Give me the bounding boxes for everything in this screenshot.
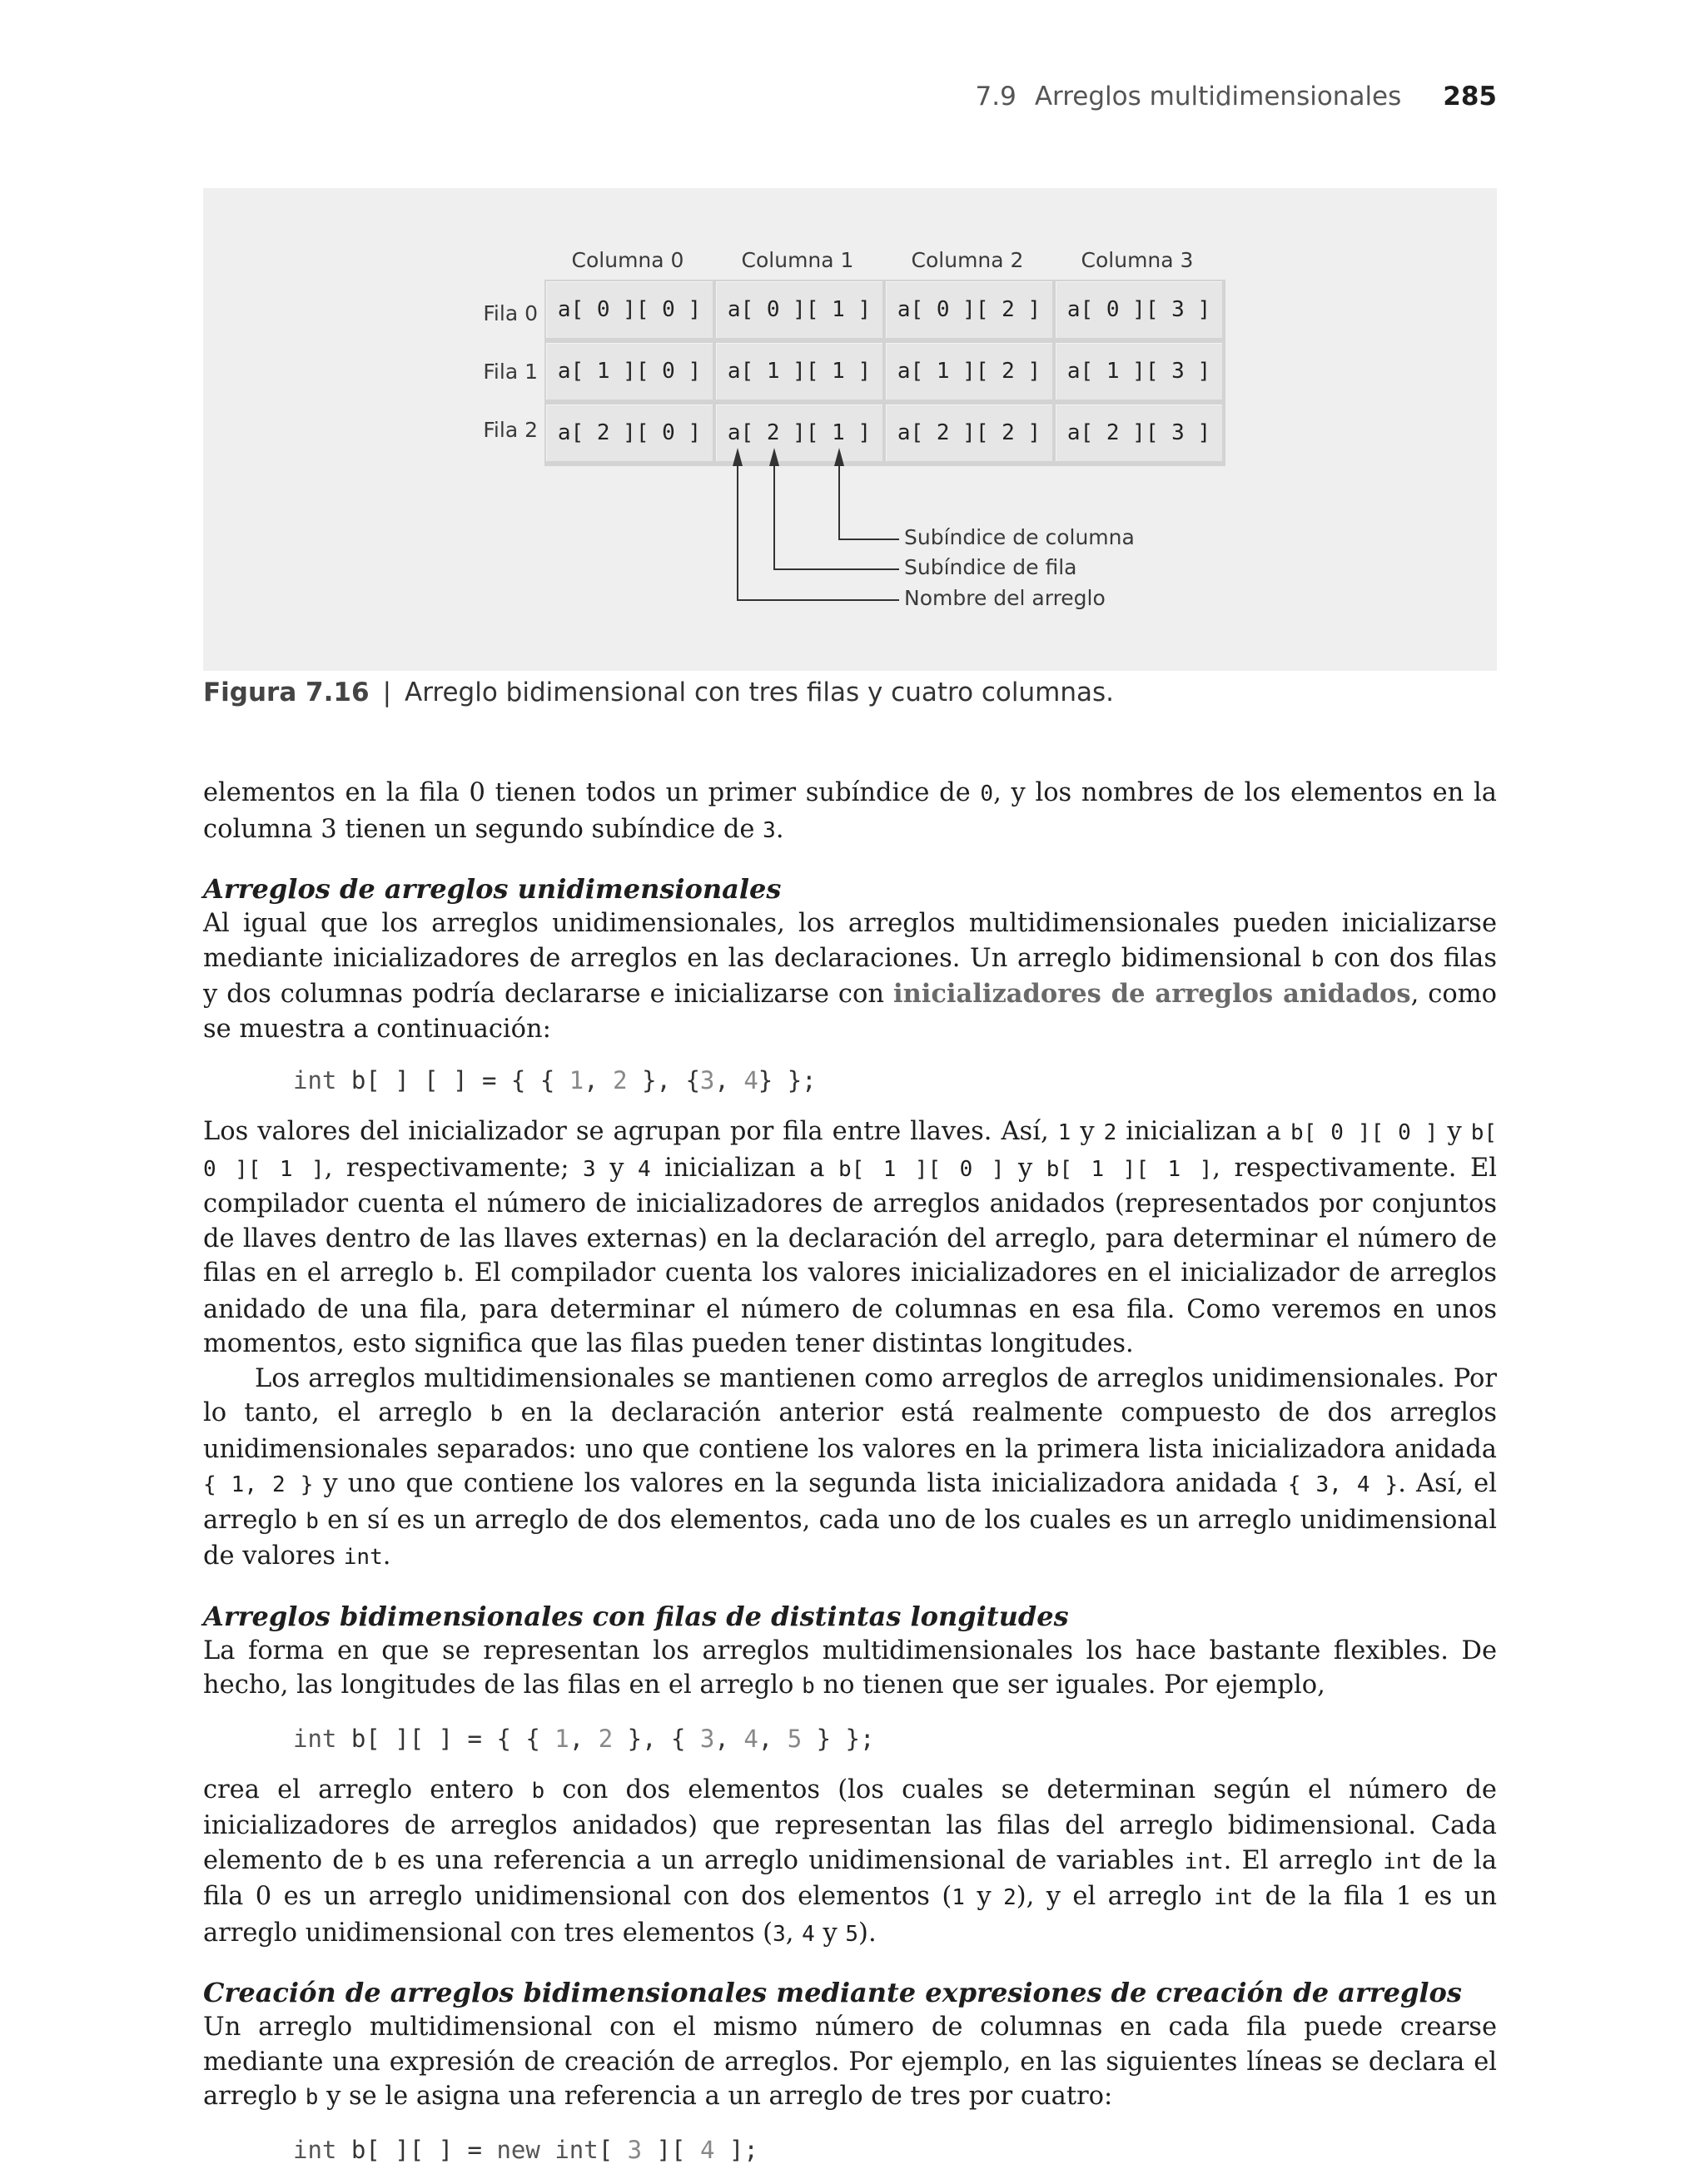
paragraph: La forma en que se representan los arreglos multidimensionales los hace bastante flexibles. De hecho, las longitudes de las filas en el arreglo b no tienen que ser iguales. Por ejemplo,	[203, 1636, 1497, 1700]
running-head	[976, 82, 1497, 112]
caption-separator: |	[382, 678, 392, 707]
paragraph: Los arreglos multidimensionales se mantienen como arreglos de arreglos unidimensionales. Por lo tanto, el arreglo b en la declaración anterior está realmente compuesto de dos arreglos unidimensionales separados: uno que contiene los valores en la primera lista inicializadora anidada { 1, 2 } y uno que contiene los valores en la segunda lista inicializadora anidada { 3, 4 }. Así, el arreglo b en sí es un arreglo de dos elementos, cada uno de los cuales es un arreglo unidimensional de valores int.	[203, 1363, 1498, 1571]
array-cell: a[ 0 ][ 3 ]	[1056, 281, 1222, 338]
array-cell: a[ 0 ][ 2 ]	[886, 281, 1052, 338]
row-label-0: Fila 0	[483, 301, 538, 325]
figure-label: Figura 7.16	[203, 678, 370, 707]
array-cell: a[ 2 ][ 2 ]	[886, 405, 1052, 461]
page-body	[203, 776, 1497, 2184]
callout-column-index: Subíndice de columna	[904, 525, 1135, 549]
array-cell: a[ 2 ][ 1 ]	[716, 405, 882, 461]
column-header-0: Columna 0	[571, 248, 684, 272]
callout-array-name: Nombre del arreglo	[904, 586, 1106, 610]
array-cell: a[ 2 ][ 3 ]	[1056, 405, 1222, 461]
paragraph: elementos en la fila 0 tienen todos un primer subíndice de 0, y los nombres de los elementos en la columna 3 tienen un segundo subíndice de 3.	[203, 778, 1497, 844]
key-term: inicializadores de arreglos anidados	[893, 979, 1411, 1009]
paragraph: crea el arreglo entero b con dos elementos (los cuales se determinan según el número de inicializadores de arreglos anidados) que representan las filas del arreglo bidimensional. Cada elemento de b es una referencia a un arreglo unidimensional de variables int. El arreglo int de la fila 0 es un arreglo unidimensional con dos elementos (1 y 2), y el arreglo int de la fila 1 es un arreglo unidimensional con tres elementos (3, 4 y 5).	[203, 1774, 1497, 1948]
array-cell: a[ 0 ][ 1 ]	[716, 281, 882, 338]
section-heading: Arreglos bidimensionales con filas de distintas longitudes	[203, 1600, 1069, 1632]
page-number: 285	[1443, 82, 1497, 112]
column-header-1: Columna 1	[741, 248, 854, 272]
row-label-2: Fila 2	[483, 418, 538, 442]
section-title: Arreglos multidimensionales	[1034, 82, 1402, 112]
row-label-1: Fila 1	[483, 360, 538, 384]
array-grid	[544, 280, 1225, 466]
array-cell: a[ 1 ][ 3 ]	[1056, 343, 1222, 400]
paragraph: Al igual que los arreglos unidimensionales, los arreglos multidimensionales pueden inicializarse mediante inicializadores de arreglos en las declaraciones. Un arreglo bidimensional b con dos filas y dos columnas podría declararse e inicializarse con inicializadores de arreglos anidados, como se muestra a continuación:	[203, 909, 1497, 1044]
paragraph: Un arreglo multidimensional con el mismo número de columnas en cada fila puede crearse mediante una expresión de creación de arreglos. Por ejemplo, en las siguientes líneas se declara el arreglo b y se le asigna una referencia a un arreglo de tres por cuatro:	[203, 2013, 1497, 2111]
section-number: 7.9	[975, 82, 1017, 112]
array-cell: a[ 0 ][ 0 ]	[546, 281, 713, 338]
caption-text: Arreglo bidimensional con tres filas y cuatro columnas.	[405, 678, 1115, 707]
callout-row-index: Subíndice de fila	[904, 555, 1077, 579]
column-header-2: Columna 2	[911, 248, 1024, 272]
paragraph: Los valores del inicializador se agrupan por fila entre llaves. Así, 1 y 2 inicializan a b[ 0 ][ 0 ] y b[ 0 ][ 1 ], respectivamente; 3 y 4 inicializan a b[ 1 ][ 0 ] y b[ 1 ][ 1 ], respectivamente. El compilador cuenta el número de inicializadores de arreglos anidados (representados por conjuntos de llaves dentro de las llaves externas) en la declaración del arreglo, para determinar el número de filas en el arreglo b. El compilador cuenta los valores inicializadores en el inicializador de arreglos anidado de una fila, para determinar el número de columnas en esa fila. Como veremos en unos momentos, esto significa que las filas pueden tener distintas longitudes.	[203, 1117, 1498, 1358]
section-heading: Creación de arreglos bidimensionales mediante expresiones de creación de arreglos	[203, 1977, 1462, 2008]
array-cell: a[ 1 ][ 0 ]	[546, 343, 713, 400]
array-cell: a[ 1 ][ 2 ]	[886, 343, 1052, 400]
array-cell: a[ 2 ][ 0 ]	[546, 405, 713, 461]
array-cell: a[ 1 ][ 1 ]	[716, 343, 882, 400]
code-listing: int b[ ] [ ] = { { 1, 2 }, {3, 4} };	[293, 1066, 817, 1094]
figure-caption	[203, 678, 1502, 707]
column-header-3: Columna 3	[1081, 248, 1194, 272]
code-listing: int b[ ][ ] = { { 1, 2 }, { 3, 4, 5 } };	[293, 1724, 875, 1753]
code-listing: int b[ ][ ] = new int[ 3 ][ 4 ];	[293, 2135, 758, 2164]
section-heading: Arreglos de arreglos unidimensionales	[203, 873, 782, 905]
